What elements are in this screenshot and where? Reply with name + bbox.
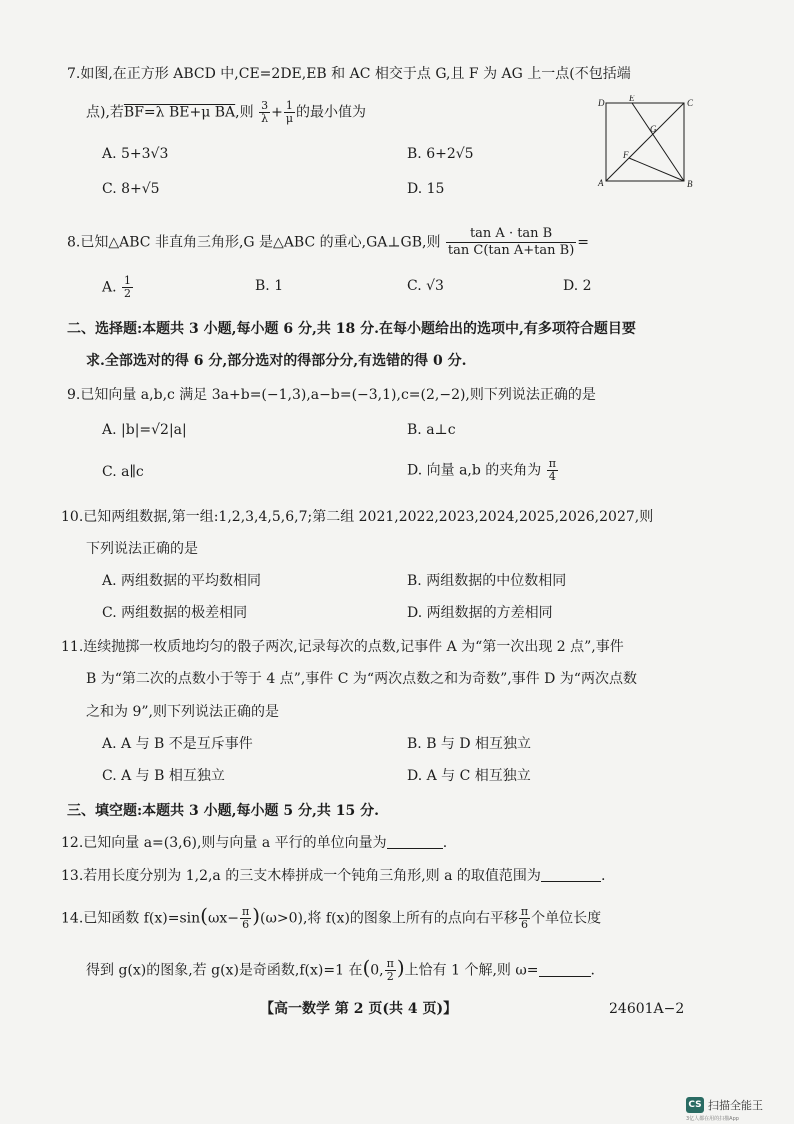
q7-option-b: B. 6+2√5 [407,146,474,162]
q7-option-a: A. 5+3√3 [102,146,169,162]
section2-heading-line1: 二、选择题:本题共 3 小题,每小题 6 分,共 18 分.在每小题给出的选项中,有多项符合题目要 [67,321,636,337]
q11-line2: B 为“第二次的点数小于等于 4 点”,事件 C 为“两次点数之和为奇数”,事件 D 为“两次点数 [86,671,637,687]
page-footer: 【高一数学 第 2 页(共 4 页)】 [260,1001,458,1017]
q9-option-d: D. 向量 a,b 的夹角为 $\frac{\pi}{4}$ [407,457,556,483]
label-a: A [598,178,604,188]
camscanner-tagline: 3亿人都在用的扫描App [686,1116,739,1122]
q11-option-d: D. A 与 C 相互独立 [407,768,531,784]
q12-stem: 12.已知向量 a=(3,6),则与向量 a 平行的单位向量为 . [61,835,448,851]
q7-vector-expression: BF=λ BE+μ BA [123,104,236,121]
camscanner-logo-icon: CS [686,1097,704,1113]
q9-option-a: A. |b|=√2|a| [102,422,187,438]
diagonal-ac [606,103,684,181]
q11-option-b: B. B 与 D 相互独立 [407,736,532,752]
q14-line2: 得到 g(x)的图象,若 g(x)是奇函数,f(x)=1 在(0, $\frac{\pi}{2}$ )上恰有 1 个解,则 ω= . [86,955,595,983]
q11-line3: 之和为 9”,则下列说法正确的是 [86,704,279,720]
q14-line1: 14.已知函数 f(x)=sin(ωx− $\frac{\pi}{6}$ )(ω>0),将 f(x)的图象上所有的点向右平移 $\frac{\pi}{6}$ 个单位长度 [61,903,602,931]
q7-line2: 点),若BF=λ BE+μ BA,则 $\frac{3}{\lambda}$ + $\frac{1}{\mu}$ 的最小值为 [86,99,366,125]
q7-fraction-3-over-lambda: $\frac{3}{\lambda}$ [261,99,269,125]
q13-stem: 13.若用长度分别为 1,2,a 的三支木棒拼成一个钝角三角形,则 a 的取值范围为 . [61,868,606,884]
q11-line1: 11.连续抛掷一枚质地均匀的骰子两次,记录每次的点数,记事件 A 为“第一次出现 2 点”,事件 [61,639,624,655]
q7-line1: 7.如图,在正方形 ABCD 中,CE=2DE,EB 和 AC 相交于点 G,且 F 为 AG 上一点(不包括端 [67,66,631,82]
q7-option-c: C. 8+√5 [102,181,160,197]
q8-option-b: B. 1 [255,278,284,294]
label-e: E [629,95,635,103]
q9-option-c: C. a∥c [102,464,144,480]
q10-option-d: D. 两组数据的方差相同 [407,605,553,621]
label-f: F [623,150,629,160]
q10-line2: 下列说法正确的是 [86,541,198,557]
q7-line2-prefix: 点),若 [86,104,124,121]
q7-option-d: D. 15 [407,181,445,197]
section2-heading-line2: 求.全部选对的得 6 分,部分选对的得部分分,有选错的得 0 分. [86,353,467,369]
q8-option-c: C. √3 [407,278,444,294]
exam-code: 24601A−2 [609,1001,685,1017]
label-g: G [650,124,657,134]
q7-tail: 的最小值为 [295,104,366,121]
q10-line1: 10.已知两组数据,第一组:1,2,3,4,5,6,7;第二组 2021,2022,2023,2024,2025,2026,2027,则 [61,509,654,525]
label-d: D [598,98,605,108]
q12-answer-blank[interactable] [387,834,443,849]
q8-tan-fraction: $\frac{\text{tan A · tan B}}{\text{tan C(tan A+tan B)}}$ [447,226,575,258]
q8-option-a: A. $\frac{1}{2}$ [102,274,132,300]
q10-option-c: C. 两组数据的极差相同 [102,605,248,621]
q14-answer-blank[interactable] [539,962,591,977]
q11-option-c: C. A 与 B 相互独立 [102,768,225,784]
q7-square-figure [596,95,696,190]
segment-eb [632,103,684,181]
camscanner-name: 扫描全能王 [708,1099,763,1112]
q9-option-b: B. a⊥c [407,422,456,438]
q8-stem: 8.已知△ABC 非直角三角形,G 是△ABC 的重心,GA⊥GB,则 $\frac{\text{tan A · tan B}}{\text{tan C(tan A+tan B)}}$ = [67,226,590,258]
label-c: C [687,98,694,108]
q7-fraction-1-over-mu: $\frac{1}{\mu}$ [285,99,293,125]
q10-option-a: A. 两组数据的平均数相同 [102,573,262,589]
q8-option-d: D. 2 [563,278,592,294]
q9-stem: 9.已知向量 a,b,c 满足 3a+b=(−1,3),a−b=(−3,1),c=(2,−2),则下列说法正确的是 [67,387,596,403]
section3-heading: 三、填空题:本题共 3 小题,每小题 5 分,共 15 分. [67,803,379,819]
q13-answer-blank[interactable] [541,867,601,882]
q11-option-a: A. A 与 B 不是互斥事件 [102,736,253,752]
q8-prefix: 8.已知△ABC 非直角三角形,G 是△ABC 的重心,GA⊥GB,则 [67,234,441,251]
q7-then: ,则 [235,104,254,121]
label-b: B [687,179,693,189]
q10-option-b: B. 两组数据的中位数相同 [407,573,567,589]
